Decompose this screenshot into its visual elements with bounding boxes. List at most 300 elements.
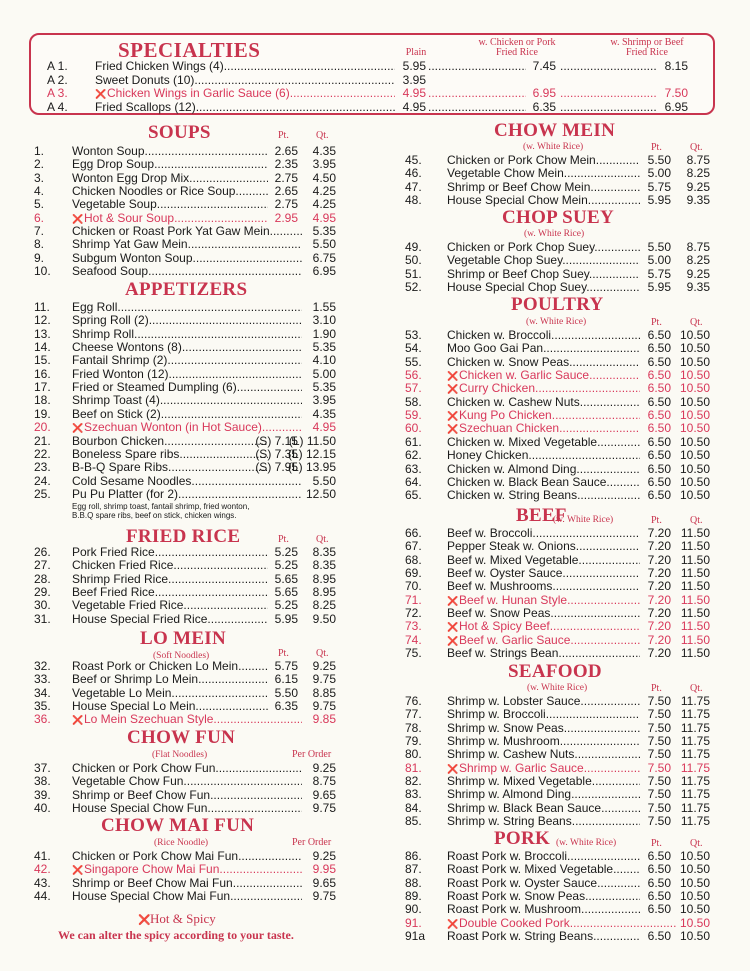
spicy-note: We can alter the spicy according to your taste. <box>58 928 294 942</box>
price-plain: 5.95 <box>402 59 426 73</box>
price-quart: 9.25 <box>312 659 336 673</box>
item-number: 55. <box>405 354 422 369</box>
price-quart: 11.50 <box>680 592 710 607</box>
item-number: 29. <box>34 585 51 600</box>
item-name-text: Honey Chicken <box>447 449 529 463</box>
qt-header: Qt. <box>690 838 703 849</box>
item-name-text: Vegetable Chow Mein <box>447 167 564 181</box>
menu-row <box>0 382 750 395</box>
item-name-text: Chicken Noodles or Rice Soup <box>72 185 236 199</box>
item-number: 36. <box>34 712 51 727</box>
pork-title: PORK <box>494 828 551 849</box>
price-pint: 6.15 <box>274 672 298 687</box>
item-name-text: Beef w. Mixed Vegetable <box>447 553 579 567</box>
specialty-row <box>0 101 750 114</box>
item-number: 4. <box>34 184 45 199</box>
price-pint: 5.25 <box>274 558 298 573</box>
item-number: 71. <box>405 592 422 607</box>
menu-row <box>0 433 750 449</box>
item-number: 12. <box>34 313 51 328</box>
item-name-text: Beef w. Oyster Sauce <box>447 567 563 581</box>
item-number: 38. <box>34 774 51 789</box>
menu-row <box>0 460 750 476</box>
price-quart: 11.50 <box>680 552 710 567</box>
item-name-text: Shrimp w. Garlic Sauce <box>459 761 584 775</box>
price-quart: 10.50 <box>679 408 710 423</box>
price-quart: 11.50 <box>680 606 710 621</box>
item-number: 83. <box>405 787 422 802</box>
menu-row <box>0 527 750 540</box>
item-name-text: Spring Roll (2) <box>72 314 149 328</box>
item-name-text: Shrimp w. Mushroom <box>447 735 560 749</box>
price-quart: 4.95 <box>312 210 336 225</box>
price-shrimp: 6.95 <box>664 99 688 114</box>
price-quart: (L) 13.95 <box>287 460 336 475</box>
price-pint: (S) 7.15 <box>255 433 298 448</box>
price-pint: (S) 7.35 <box>255 446 298 461</box>
menu-row <box>0 446 750 463</box>
menu-row <box>0 850 750 863</box>
per-order-header: Per Order <box>292 749 332 760</box>
menu-row <box>0 314 750 327</box>
item-name-text: Shrimp or Beef Chow Mai Fun <box>72 876 233 890</box>
chow-mai-fun-title: CHOW MAI FUN <box>101 815 255 836</box>
menu-row <box>0 225 750 238</box>
price-quart: 6.75 <box>312 250 336 265</box>
item-name-text: Sweet Donuts (10) <box>95 73 195 87</box>
price-pint: 2.35 <box>274 157 298 172</box>
price-quart: 5.35 <box>312 340 336 355</box>
item-number: 25. <box>34 486 51 501</box>
price-quart: 10.50 <box>679 394 710 409</box>
price-quart: 4.25 <box>312 184 336 199</box>
price-quart: 9.75 <box>312 801 336 816</box>
menu-row <box>0 554 750 567</box>
price-quart: 9.50 <box>312 611 336 626</box>
item-number: 39. <box>34 787 51 802</box>
item-name-text: Wonton Egg Drop Mix <box>72 171 190 185</box>
price-quart: 10.50 <box>679 461 710 476</box>
price-quart: 5.00 <box>312 366 336 381</box>
price-quart: 11.75 <box>680 800 710 815</box>
price-pint: 6.50 <box>647 408 671 423</box>
item-name-text: Pork Fried Rice <box>72 546 155 559</box>
menu-row <box>0 486 750 503</box>
price-pint: 7.20 <box>647 619 671 634</box>
price-pint: 6.50 <box>647 929 671 944</box>
price-pint: 7.20 <box>647 526 671 540</box>
price-pint: 2.75 <box>274 170 298 185</box>
item-number: 13. <box>34 326 51 341</box>
pepper-icon: ❌ <box>447 763 459 774</box>
item-number: A 1. <box>47 59 68 73</box>
price-pint: 5.25 <box>274 598 298 613</box>
price-quart: 5.50 <box>312 473 336 488</box>
item-number: 48. <box>405 193 422 208</box>
price-quart: 10.50 <box>679 488 710 503</box>
item-name-text: Egg Drop Soup <box>72 158 155 172</box>
item-number: 5. <box>34 197 45 212</box>
price-quart: 5.35 <box>312 380 336 395</box>
item-number: 75. <box>405 646 422 661</box>
menu-row <box>0 695 750 708</box>
menu-row <box>0 342 750 355</box>
item-name-text: Singapore Chow Mai Fun <box>84 863 220 877</box>
item-name-text: Szechuan Chicken <box>459 422 560 436</box>
price-pint: 7.50 <box>647 760 671 775</box>
menu-row <box>0 762 750 775</box>
price-quart: 11.75 <box>680 720 710 735</box>
price-quart: 10.50 <box>679 915 710 930</box>
item-number: 24. <box>34 473 51 488</box>
qt-header: Qt. <box>316 648 329 659</box>
item-number: 65. <box>405 488 422 503</box>
item-name-text: Shrimp w. Snow Peas <box>447 721 564 735</box>
item-name-text: Lo Mein Szechuan Style <box>84 713 214 727</box>
item-number: A 2. <box>47 72 68 87</box>
item-name-text: Shrimp Toast (4) <box>72 394 160 408</box>
item-name-text: Wonton Soup <box>72 145 145 158</box>
menu-row <box>0 167 750 180</box>
item-number: 91a <box>405 929 426 944</box>
item-name-text: Beef w. Strings Bean <box>447 647 559 661</box>
menu-row <box>0 406 750 423</box>
item-name-text: House Special Lo Mein <box>72 700 196 714</box>
price-quart: 3.95 <box>312 393 336 408</box>
item-name-text: Roast Pork w. String Beans <box>447 930 594 944</box>
item-number: 30. <box>34 598 51 613</box>
price-pint: 7.50 <box>647 814 671 829</box>
item-name-text: Chicken w. Almond Ding <box>447 462 577 476</box>
menu-row <box>0 607 750 620</box>
price-quart: 8.75 <box>686 240 710 254</box>
item-name-text: Chicken w. Snow Peas <box>447 355 570 369</box>
chop-suey-subtitle: (w. White Rice) <box>524 229 585 239</box>
item-number: 47. <box>405 179 422 194</box>
specialty-row <box>0 87 750 100</box>
item-name-text: Hot & Spicy Beef <box>459 620 550 634</box>
pepper-icon: ❌ <box>447 595 459 606</box>
hot-spicy-label: Hot & Spicy <box>150 911 216 926</box>
item-number: 17. <box>34 380 51 395</box>
pepper-icon: ❌ <box>447 384 459 395</box>
price-quart: 8.85 <box>312 685 336 700</box>
price-quart: 10.50 <box>679 448 710 463</box>
item-name-text: Shrimp w. Almond Ding <box>447 788 572 802</box>
item-name-text: Roast Pork w. Mushroom <box>447 903 582 917</box>
price-pint: 6.50 <box>647 849 671 863</box>
item-name-text: Vegetable Chow Fun <box>72 775 184 789</box>
menu-row <box>0 194 750 207</box>
menu-row <box>0 903 750 916</box>
item-name-text: Shrimp w. String Beans <box>447 815 572 829</box>
pepper-icon: ❌ <box>447 371 459 382</box>
item-number: 52. <box>405 280 422 295</box>
price-pint: 7.50 <box>647 694 671 708</box>
item-name-text: Beef w. Broccoli <box>447 527 533 540</box>
price-quart: 9.75 <box>312 889 336 904</box>
price-quart: 9.25 <box>686 266 710 281</box>
price-pint: 7.50 <box>647 734 671 749</box>
item-number: 42. <box>34 862 51 877</box>
item-number: A 4. <box>47 99 68 114</box>
price-pint: 5.95 <box>647 193 671 208</box>
menu-row <box>0 594 750 607</box>
price-plain: 4.95 <box>402 86 426 100</box>
item-number: 49. <box>405 240 422 254</box>
price-quart: 8.25 <box>312 598 336 613</box>
price-quart: 9.65 <box>312 875 336 890</box>
item-number: 3. <box>34 170 45 185</box>
menu-row <box>0 422 750 435</box>
item-name-text: Shrimp or Beef Chop Suey <box>447 267 589 281</box>
item-number: 7. <box>34 224 45 239</box>
menu-row <box>0 660 750 673</box>
item-name-text: Shrimp Roll <box>72 327 135 341</box>
price-pint: 7.20 <box>647 566 671 581</box>
qt-header: Qt. <box>690 317 703 328</box>
menu-row <box>0 268 750 281</box>
beef-title: BEEF <box>516 505 567 526</box>
menu-row <box>0 802 750 815</box>
pepper-icon: ❌ <box>447 918 459 929</box>
beef-subtitle: (w. White Rice) <box>553 515 614 525</box>
pepper-icon: ❌ <box>447 622 459 633</box>
price-quart: 9.85 <box>312 712 336 727</box>
pepper-icon: ❌ <box>72 715 84 726</box>
item-name-text: Chicken Fried Rice <box>72 559 174 573</box>
price-chicken: 6.95 <box>532 86 556 100</box>
price-quart: 11.50 <box>680 526 710 540</box>
item-number: 76. <box>405 694 422 708</box>
menu-row <box>0 877 750 890</box>
item-number: 59. <box>405 408 422 423</box>
price-pint: 6.50 <box>647 448 671 463</box>
price-quart: 10.50 <box>679 341 710 356</box>
item-number: 51. <box>405 266 422 281</box>
item-number: 58. <box>405 394 422 409</box>
price-chicken: 6.35 <box>532 99 556 114</box>
item-number: 64. <box>405 474 422 489</box>
menu-row <box>0 748 750 761</box>
price-pint: 6.50 <box>647 434 671 449</box>
item-number: 28. <box>34 571 51 586</box>
per-order-header: Per Order <box>292 837 332 848</box>
item-number: 32. <box>34 659 51 673</box>
item-name-text: Beef w. Garlic Sauce <box>459 633 571 647</box>
price-quart: 11.75 <box>680 760 710 775</box>
item-number: 15. <box>34 353 51 368</box>
item-name <box>72 314 302 327</box>
item-number: 91. <box>405 915 422 930</box>
price-quart: 11.75 <box>680 694 710 708</box>
price-quart: 10.50 <box>679 354 710 369</box>
qt-header: Qt. <box>690 515 703 526</box>
item-number: 33. <box>34 672 51 687</box>
menu-row <box>0 580 750 593</box>
poultry-title: POULTRY <box>511 294 604 315</box>
pepper-icon: ❌ <box>95 89 107 99</box>
price-pint: 6.50 <box>647 862 671 877</box>
price-quart: 4.95 <box>312 420 336 435</box>
price-pint: 6.50 <box>647 902 671 917</box>
item-number: 85. <box>405 814 422 829</box>
item-name-text: Roast Pork or Chicken Lo Mein <box>72 660 239 673</box>
item-number: 60. <box>405 421 422 436</box>
lo-mein-subtitle: (Soft Noodles) <box>153 651 210 661</box>
price-quart: 10.50 <box>679 368 710 383</box>
item-number: 23. <box>34 460 51 475</box>
item-name-text: Roast Pork w. Broccoli <box>447 850 568 863</box>
price-quart: 4.35 <box>312 406 336 421</box>
item-number: 1. <box>34 144 45 158</box>
price-pint: 6.50 <box>647 889 671 904</box>
item-number: 67. <box>405 539 422 554</box>
item-number: 70. <box>405 579 422 594</box>
item-number: 18. <box>34 393 51 408</box>
price-quart: 10.50 <box>679 474 710 489</box>
pepper-icon: ❌ <box>138 915 151 926</box>
price-pint: 7.20 <box>647 632 671 647</box>
price-quart: 8.25 <box>686 166 710 181</box>
item-number: 44. <box>34 889 51 904</box>
price-pint: 5.00 <box>647 253 671 268</box>
menu-row <box>0 250 750 268</box>
price-pint: 5.75 <box>274 659 298 673</box>
price-quart: 11.50 <box>680 539 710 554</box>
menu-row <box>0 281 750 294</box>
price-pint: 6.50 <box>647 394 671 409</box>
price-pint: 7.50 <box>647 747 671 762</box>
price-quart: 4.25 <box>312 197 336 212</box>
pt-header: Pt. <box>278 648 289 659</box>
price-quart: 9.75 <box>312 699 336 714</box>
price-pint: 7.20 <box>647 539 671 554</box>
item-number: 26. <box>34 545 51 559</box>
item-name-text: Chicken w. String Beans <box>447 489 578 503</box>
item-name-text: House Special Chow Fun <box>72 802 208 816</box>
price-quart: 11.50 <box>680 632 710 647</box>
item-number: 66. <box>405 526 422 540</box>
item-name-text: Shrimp w. Mixed Vegetable <box>447 775 592 789</box>
price-quart: 6.95 <box>312 264 336 279</box>
pt-header: Pt. <box>278 130 289 141</box>
item-number: 34. <box>34 685 51 700</box>
fried-rice-title: FRIED RICE <box>126 526 241 547</box>
specialty-row <box>0 74 750 87</box>
menu-row <box>0 181 750 194</box>
price-quart: 1.55 <box>312 300 336 314</box>
item-number: 14. <box>34 340 51 355</box>
price-quart: 10.50 <box>679 875 710 890</box>
price-pint: 5.50 <box>647 153 671 167</box>
price-quart: 8.95 <box>312 571 336 586</box>
menu-row <box>0 620 750 633</box>
item-number: A 3. <box>47 86 68 100</box>
soups-title: SOUPS <box>148 122 211 143</box>
specialties-title: SPECIALTIES <box>118 38 261 62</box>
seafood-title: SEAFOOD <box>508 661 602 682</box>
price-shrimp: 7.50 <box>664 86 688 100</box>
item-number: 21. <box>34 433 51 448</box>
item-number: 73. <box>405 619 422 634</box>
item-number: 80. <box>405 747 422 762</box>
menu-row <box>0 890 750 903</box>
qt-header: Qt. <box>316 130 329 141</box>
price-pint: 7.20 <box>647 606 671 621</box>
qt-header: Qt. <box>690 683 703 694</box>
item-name-text: Fried Wonton (12) <box>72 367 169 381</box>
col-chicken-header: w. Chicken or Pork Fried Rice <box>478 37 556 58</box>
item-name-text: Shrimp or Beef Chow Fun <box>72 788 211 802</box>
lo-mein-title: LO MEIN <box>140 628 227 649</box>
item-name-text: Chicken w. Garlic Sauce <box>459 369 590 383</box>
specialty-row <box>0 60 750 73</box>
price-quart: 11.75 <box>680 774 710 789</box>
price-pint: 6.35 <box>274 699 298 714</box>
menu-row <box>0 393 750 409</box>
item-number: 40. <box>34 801 51 816</box>
item-name-text: Fantail Shrimp (2) <box>72 354 168 368</box>
pt-header: Pt. <box>651 142 662 153</box>
price-quart: 9.25 <box>686 179 710 194</box>
price-pint: 5.50 <box>647 240 671 254</box>
menu-row <box>0 647 750 660</box>
item-number: 22. <box>34 446 51 461</box>
price-pint: 7.20 <box>647 646 671 661</box>
hot-spicy-legend <box>138 911 216 927</box>
item-name-text: Egg Roll <box>72 301 118 314</box>
price-pint: 7.50 <box>647 787 671 802</box>
item-number: 54. <box>405 341 422 356</box>
price-quart: 9.25 <box>312 849 336 863</box>
price-quart: 10.50 <box>679 434 710 449</box>
price-pint: 6.50 <box>647 354 671 369</box>
item-name-text: Chicken or Roast Pork Yat Gaw Mein <box>72 225 270 239</box>
menu-row <box>0 567 750 580</box>
item-name-text: House Special Chop Suey <box>447 281 587 295</box>
price-quart: 9.65 <box>312 787 336 802</box>
item-name-text: Subgum Wonton Soup <box>72 251 193 265</box>
item-name-text: Chicken w. Broccoli <box>447 329 552 342</box>
pork-subtitle: (w. White Rice) <box>556 838 617 848</box>
item-name-text: Cold Sesame Noodles <box>72 474 192 488</box>
item-number: 2. <box>34 157 45 172</box>
item-name-text: Shrimp Fried Rice <box>72 572 169 586</box>
item-name-text: Seafood Soup <box>72 265 149 279</box>
pt-header: Pt. <box>651 515 662 526</box>
price-quart: 9.35 <box>686 193 710 208</box>
item-number: 50. <box>405 253 422 268</box>
chop-suey-title: CHOP SUEY <box>502 207 614 228</box>
item-name <box>95 87 395 101</box>
pt-header: Pt. <box>651 838 662 849</box>
item-name-text: Vegetable Chop Suey <box>447 254 563 268</box>
item-number: 19. <box>34 406 51 421</box>
item-number: 74. <box>405 632 422 647</box>
platter-note: Egg roll, shrimp toast, fantail shrimp, fried wonton, B.B.Q spare ribs, beef on stick, chicken wings. <box>72 502 250 520</box>
item-number: 9. <box>34 250 45 265</box>
menu-row <box>0 353 750 369</box>
poultry-subtitle: (w. White Rice) <box>526 317 587 327</box>
price-pint: 6.50 <box>647 368 671 383</box>
item-number: 69. <box>405 566 422 581</box>
item-number: 88. <box>405 875 422 890</box>
item-number: 20. <box>34 420 51 435</box>
item-name-text: Chicken or Pork Chop Suey <box>447 241 595 254</box>
item-number: 61. <box>405 434 422 449</box>
price-quart: 10.50 <box>679 902 710 917</box>
